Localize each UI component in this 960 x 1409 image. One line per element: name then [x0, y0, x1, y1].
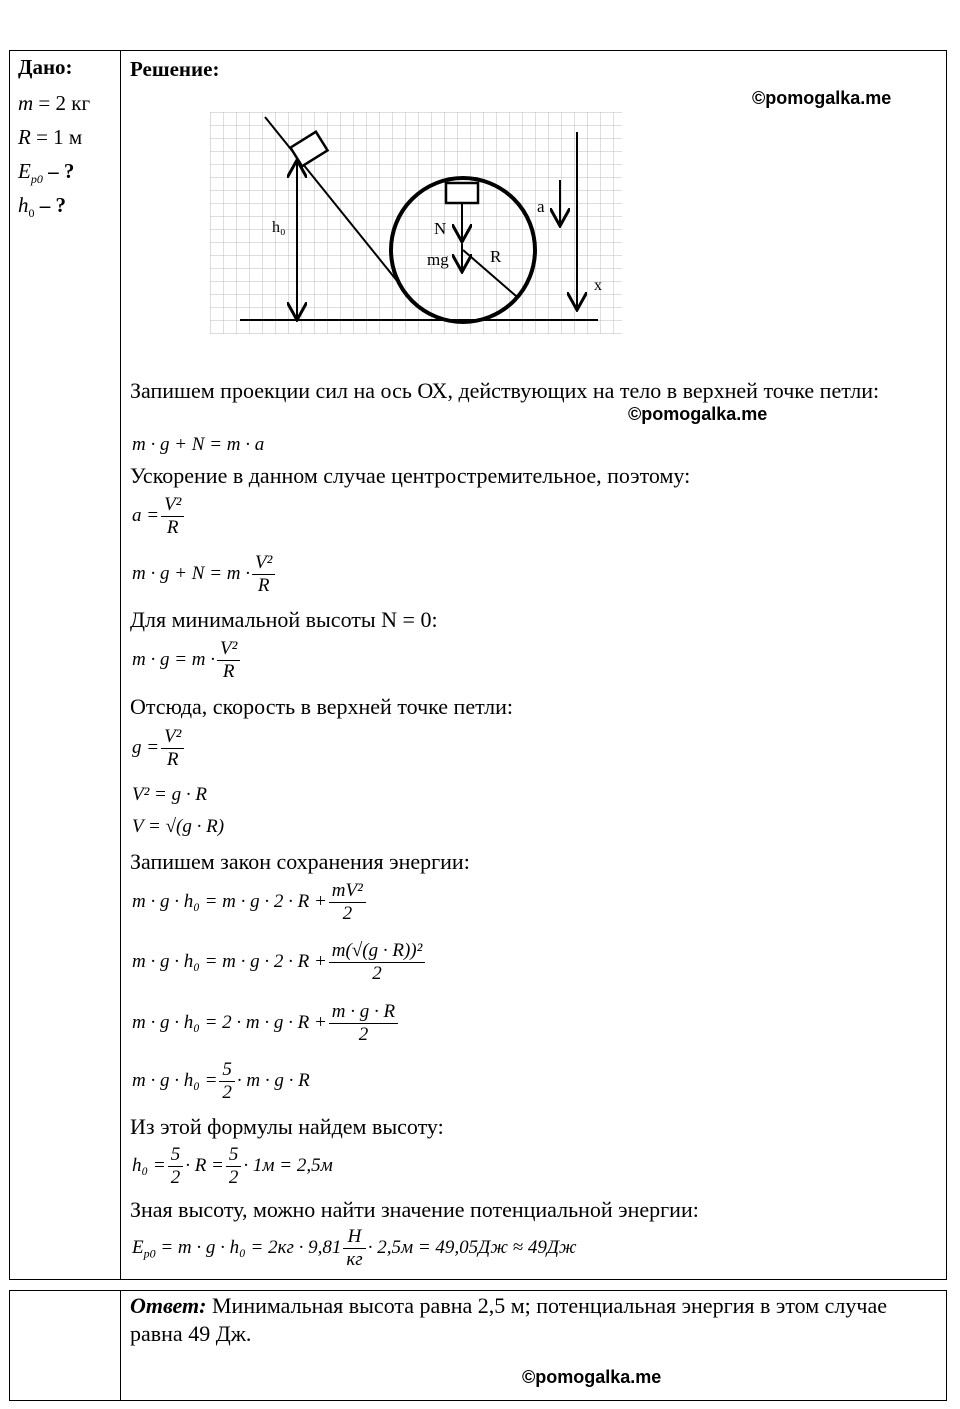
- text-projection: Запишем проекции сил на ось ОХ, действующих на тело в верхней точке петли:: [130, 378, 880, 403]
- given-header: Дано:: [18, 55, 73, 79]
- label-R: R: [490, 247, 502, 266]
- label-mg: mg: [427, 250, 449, 269]
- text-min-height: Для минимальной высоты N = 0:: [130, 607, 438, 632]
- answer-text: [130, 1292, 910, 1348]
- given-column: [18, 55, 118, 222]
- watermark-middle: ©pomogalka.me: [628, 404, 768, 424]
- block-at-top: [446, 183, 478, 203]
- text-centripetal: Ускорение в данном случае центростремительное, поэтому:: [130, 463, 691, 488]
- answer-column-divider: [120, 1291, 121, 1400]
- formula-energy-2: m · g · h₀ = m · g · 2 · R + $\frac{\text{m(√(g · R))²}}{2}$: [132, 940, 427, 985]
- watermark-bottom: ©pomogalka.me: [522, 1367, 662, 1387]
- formula-v: V = √(g · R): [132, 816, 225, 837]
- label-h0: h₀: [272, 219, 286, 236]
- loop-diagram: [210, 112, 625, 337]
- text-energy-law: Запишем закон сохранения энергии:: [130, 849, 470, 874]
- formula-newton: m · g + N = m · a: [132, 434, 265, 455]
- formula-v-squared: V² = g · R: [132, 784, 207, 805]
- formula-energy-1: m · g · h₀ = m · g · 2 · R + $\frac{\text{mV²}}{2}$: [132, 880, 368, 925]
- label-N: N: [434, 219, 447, 238]
- formula-energy-4: m · g · h₀ = $\frac{5}{2}$ · m · g · R: [132, 1059, 310, 1103]
- column-divider: [120, 51, 121, 1279]
- formula-acceleration: a = $\frac{\text{V²}}{R}$: [132, 494, 186, 539]
- given-mass: m = 2 кг: [18, 91, 91, 115]
- text-potential-energy: Зная высоту, можно найти значение потенциальной энергии:: [130, 1197, 699, 1222]
- answer-body: Минимальная высота равна 2,5 м; потенциальная энергия в этом случае равна 49 Дж.: [130, 1293, 887, 1346]
- watermark: ©pomogalka.me: [752, 88, 892, 108]
- given-height: $h_0$ – ?: [18, 193, 66, 221]
- label-a: a: [537, 197, 545, 216]
- formula-energy-3: m · g · h₀ = 2 · m · g · R + $\frac{m \cdot g \cdot R}{2}$: [132, 1001, 400, 1046]
- text-find-height: Из этой формулы найдем высоту:: [130, 1114, 444, 1139]
- formula-height: h₀ = $\frac{5}{2}$ · R = $\frac{5}{2}$ · 1м = 2,5м: [132, 1144, 333, 1188]
- given-radius: R = 1 м: [18, 125, 83, 149]
- formula-min-height: m · g = m · $\frac{\text{V²}}{R}$: [132, 638, 242, 683]
- solution-title: Решение:: [130, 57, 220, 81]
- formula-newton-centripetal: m · g + N = m · $\frac{\text{V²}}{R}$: [132, 552, 277, 597]
- text-velocity: Отсюда, скорость в верхней точке петли:: [130, 694, 514, 719]
- label-x: x: [594, 277, 602, 294]
- given-energy: $E_{p0}$ – ?: [18, 159, 75, 187]
- formula-potential-energy: $E_{p0} = m \cdot g \cdot h_0 = 2кг \cdot 9,81$ $\frac{Н}{кг}$ · 2,5м = 49,05Дж ≈ 49Дж: [132, 1226, 577, 1270]
- answer-label: Ответ:: [130, 1293, 207, 1318]
- formula-g: g = $\frac{\text{V²}}{R}$: [132, 726, 186, 771]
